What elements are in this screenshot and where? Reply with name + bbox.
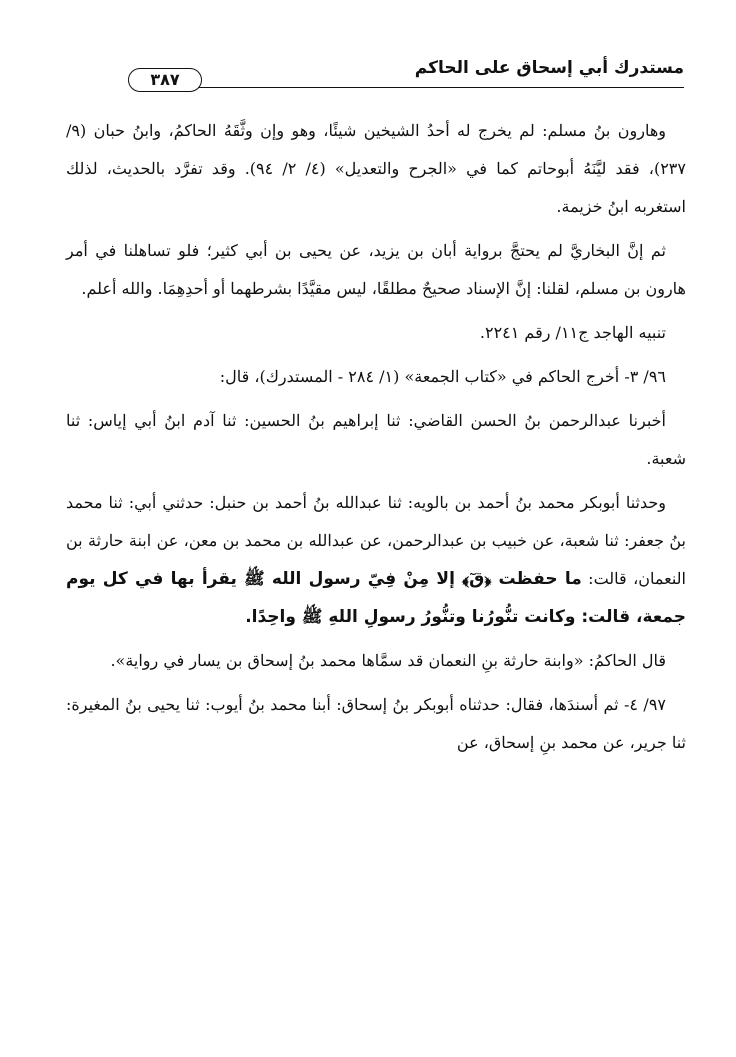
header-rule [198, 87, 684, 88]
paragraph-6 [66, 484, 686, 636]
running-title: مستدرك أبي إسحاق على الحاكم [414, 58, 684, 78]
paragraph-8: ٩٧/ ٤- ثم أسندَها، فقال: حدثناه أبوبكر بنُ إسحاق: أبنا محمد بنُ أيوب: ثنا يحيى بنُ المغيرة: ثنا جرير، عن محمد بنِ إسحاق، عن [66, 695, 686, 752]
paragraph-2: ثم إنَّ البخاريَّ لم يحتجَّ برواية أبان بن يزيد، عن يحيى بن أبي كثير؛ فلو تساهلنا في أمر هارون بن مسلم، لقلنا: إنَّ الإسناد صحيحٌ مطلقًا، ليس مقيَّدًا بشرطهما أو أحدِهِمَا. والله أعلم. [66, 241, 686, 298]
page-header [128, 54, 684, 92]
paragraph-1: وهارون بنُ مسلم: لم يخرج له أحدُ الشيخين شيئًا، وهو وإن وثَّقَهُ الحاكمُ، وابنُ حبان (٩/ ٢٣٧)، فقد ليَّنَهُ أبوحاتم كما في «الجرح والتعديل» (٤/ ٢/ ٩٤). وقد تفرَّد بالحديث، لذلك استغربه ابنُ خزيمة. [66, 121, 686, 216]
paragraph-7: قال الحاكمُ: «وابنة حارثة بنِ النعمان قد سمَّاها محمد بنُ إسحاق بن يسار في رواية». [110, 651, 666, 670]
body-text [66, 112, 686, 768]
hadith-text: ما حفظت ﴿قٓ﴾ إلا مِنْ فِيّ رسول الله ﷺ يقرأ بها في كل يوم جمعة، قالت: وكانت تنُّورُنا وتنُّورُ رسولِ اللهِ ﷺ واحِدًا. [66, 569, 686, 627]
paragraph-4: ٩٦/ ٣- أخرج الحاكم في «كتاب الجمعة» (١/ ٢٨٤ - المستدرك)، قال: [219, 367, 666, 386]
page-number-badge: ٣٨٧ [128, 68, 202, 92]
paragraph-6-text: وحدثنا أبوبكر محمد بنُ أحمد بن بالويه: ثنا عبدالله بنُ أحمد بن حنبل: حدثني أبي: ثنا محمد بنُ جعفر: ثنا شعبة، عن خبيب بن عبدالرحمن، عن عبدالله بن محمد بن معن، عن ابنة حارثة بن النعمان، قالت: [66, 493, 686, 588]
paragraph-3: تنبيه الهاجد ج١١/ رقم ٢٢٤١. [479, 323, 666, 342]
paragraph-5: أخبرنا عبدالرحمن بنُ الحسن القاضي: ثنا إبراهيم بنُ الحسين: ثنا آدم ابنُ أبي إياس: ثنا شعبة. [66, 411, 686, 468]
